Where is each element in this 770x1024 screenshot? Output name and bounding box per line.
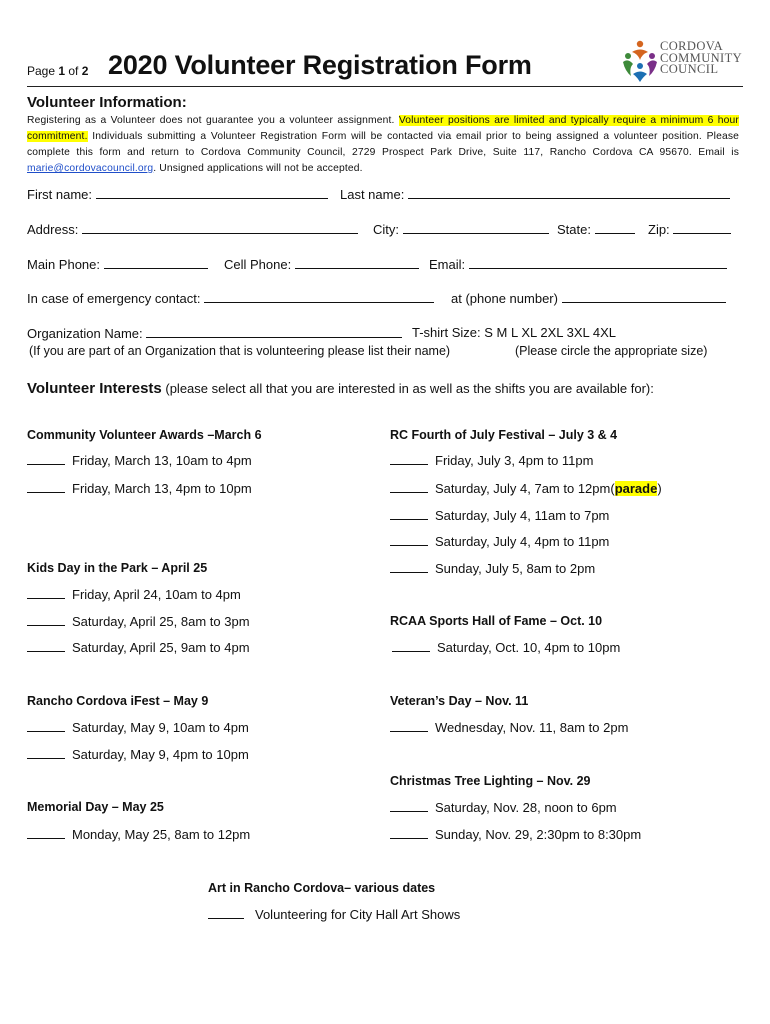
event-title-kids-day: Kids Day in the Park – April 25 [27,561,208,575]
event-title-christmas-tree-lighting: Christmas Tree Lighting – Nov. 29 [390,774,591,788]
parade-highlight: parade [614,481,658,496]
logo-wordmark: CORDOVA COMMUNITY COUNCIL [660,39,743,76]
event-title-art-in-rancho-cordova: Art in Rancho Cordova– various dates [208,881,436,895]
volunteer-info-heading: Volunteer Information: [27,94,187,111]
page-title: 2020 Volunteer Registration Form [108,50,532,80]
shift-checkbox[interactable]: Volunteering for City Hall Art Shows [208,907,460,922]
cordova-logo [620,38,752,84]
city-field[interactable]: City: [373,221,549,237]
shift-checkbox[interactable]: Saturday, July 4, 11am to 7pm [390,508,609,523]
header-divider [27,86,743,87]
address-field[interactable]: Address: [27,221,358,237]
main-phone-field[interactable]: Main Phone: [27,256,208,272]
shift-checkbox[interactable]: Friday, April 24, 10am to 4pm [27,587,241,602]
cordova-people-logo-icon [620,38,660,84]
last-name-field[interactable]: Last name: [340,186,730,202]
shift-checkbox[interactable]: Monday, May 25, 8am to 12pm [27,827,250,842]
shift-checkbox[interactable]: Saturday, July 4, 4pm to 11pm [390,534,609,549]
event-title-veterans-day: Veteran’s Day – Nov. 11 [390,694,529,708]
volunteer-interests-heading: Volunteer Interests (please select all that you are interested in as well as the shifts you are available for): [27,380,654,397]
shift-checkbox[interactable]: Sunday, Nov. 29, 2:30pm to 8:30pm [390,827,641,842]
state-field[interactable]: State: [557,221,635,237]
cell-phone-field[interactable]: Cell Phone: [224,256,419,272]
shift-checkbox[interactable]: Saturday, April 25, 9am to 4pm [27,640,250,655]
page-number: Page 1 of 2 [27,64,89,78]
shift-checkbox[interactable]: Friday, July 3, 4pm to 11pm [390,453,593,468]
tshirt-size-options[interactable]: T-shirt Size: S M L XL 2XL 3XL 4XL [412,325,617,340]
shift-checkbox[interactable]: Saturday, Nov. 28, noon to 6pm [390,800,617,815]
contact-email-link[interactable]: marie@cordovacouncil.org [27,163,154,174]
emergency-phone-field[interactable]: at (phone number) [451,290,726,306]
shift-checkbox[interactable]: Wednesday, Nov. 11, 8am to 2pm [390,720,628,735]
shift-checkbox[interactable]: Saturday, April 25, 8am to 3pm [27,614,250,629]
organization-field[interactable]: Organization Name: [27,325,402,341]
emergency-contact-field[interactable]: In case of emergency contact: [27,290,434,306]
organization-hint: (If you are part of an Organization that is volunteering please list their name) [29,344,451,358]
commitment-highlight: Volunteer positions are limited and typically require a minimum 6 hour commitment. [27,115,739,142]
shift-checkbox[interactable]: Saturday, May 9, 10am to 4pm [27,720,249,735]
shift-checkbox[interactable]: Friday, March 13, 10am to 4pm [27,453,252,468]
volunteer-info-paragraph: Registering as a Volunteer does not guarantee you a volunteer assignment. Volunteer positions are limited and typically require a minimum 6 hour commitment. Individuals submitting a Volunteer Registration Form will be contacted via email prior to being assigned a volunteer position. Please complete this form and return to Cordova Community Council, 2729 Prospect Park Drive, Suite 117, Rancho Cordova CA 95670. Email is marie@cordovacouncil.org. Unsigned applications will not be accepted. [27,115,739,174]
event-title-rcaa-hall-of-fame: RCAA Sports Hall of Fame – Oct. 10 [390,614,603,628]
first-name-field[interactable]: First name: [27,186,328,202]
shift-checkbox[interactable]: Friday, March 13, 4pm to 10pm [27,481,252,496]
event-title-awards: Community Volunteer Awards –March 6 [27,428,262,442]
event-title-memorial-day: Memorial Day – May 25 [27,800,164,814]
event-title-fourth-of-july: RC Fourth of July Festival – July 3 & 4 [390,428,618,442]
shift-checkbox[interactable]: Saturday, July 4, 7am to 12pm(parade) [390,481,662,496]
shift-checkbox[interactable]: Sunday, July 5, 8am to 2pm [390,561,595,576]
size-hint: (Please circle the appropriate size) [515,344,708,358]
zip-field[interactable]: Zip: [648,221,731,237]
event-title-ifest: Rancho Cordova iFest – May 9 [27,694,209,708]
shift-checkbox[interactable]: Saturday, Oct. 10, 4pm to 10pm [392,640,620,655]
email-field[interactable]: Email: [429,256,727,272]
shift-checkbox[interactable]: Saturday, May 9, 4pm to 10pm [27,747,249,762]
